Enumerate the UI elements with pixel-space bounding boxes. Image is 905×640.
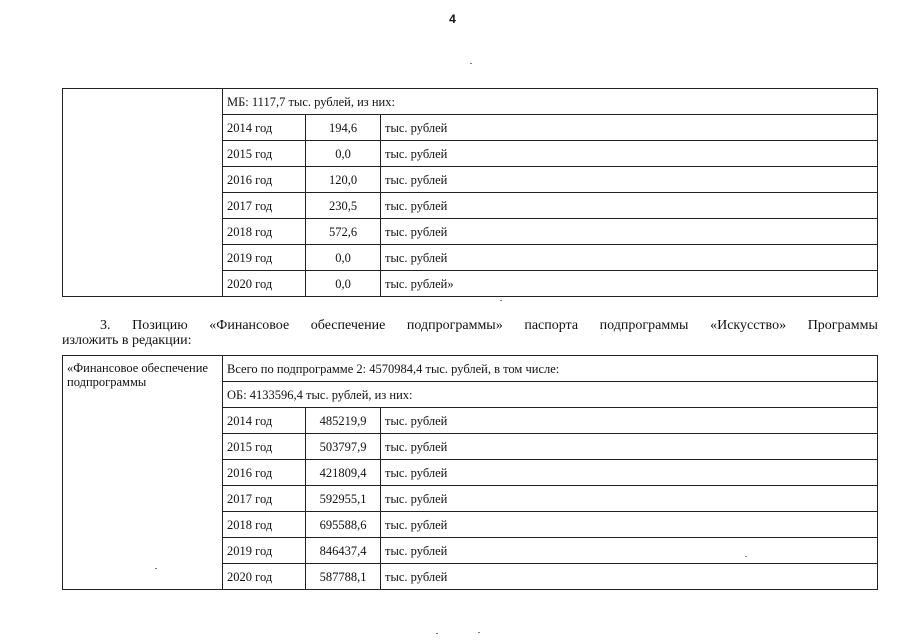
paragraph-word: Программы (807, 318, 878, 333)
paragraph-line-2: изложить в редакции: (62, 333, 192, 348)
paragraph-word: Позицию (132, 318, 188, 333)
year-cell: 2015 год (223, 434, 306, 460)
year-cell: 2017 год (223, 486, 306, 512)
value-cell: 421809,4 (306, 460, 381, 486)
value-cell: 695588,6 (306, 512, 381, 538)
funding-table-mb-body (63, 89, 878, 297)
year-cell: 2016 год (223, 167, 306, 193)
year-cell: 2015 год (223, 141, 306, 167)
year-cell: 2018 год (223, 512, 306, 538)
value-cell: 0,0 (306, 141, 381, 167)
table-row (63, 89, 878, 115)
value-cell: 0,0 (306, 245, 381, 271)
unit-cell: тыс. рублей (381, 141, 878, 167)
value-cell: 485219,9 (306, 408, 381, 434)
funding-table-subprogram-body (63, 356, 878, 590)
paragraph-word: «Финансовое (209, 318, 290, 333)
value-cell: 587788,1 (306, 564, 381, 590)
unit-cell: тыс. рублей (381, 115, 878, 141)
empty-label-cell (63, 89, 223, 297)
unit-cell: тыс. рублей (381, 219, 878, 245)
scan-speck (436, 633, 438, 634)
value-cell: 846437,4 (306, 538, 381, 564)
unit-cell: тыс. рублей (381, 434, 878, 460)
year-cell: 2014 год (223, 408, 306, 434)
value-cell: 592955,1 (306, 486, 381, 512)
scan-speck (478, 632, 480, 633)
paragraph-line-1 (62, 318, 878, 333)
scan-speck (155, 568, 157, 569)
unit-cell: тыс. рублей (381, 486, 878, 512)
scan-speck (500, 300, 502, 301)
paragraph-word: подпрограммы» (406, 318, 503, 333)
table-row (63, 356, 878, 382)
paragraph-word: «Искусство» (710, 318, 787, 333)
value-cell: 0,0 (306, 271, 381, 297)
mb-total-cell: МБ: 1117,7 тыс. рублей, из них: (223, 89, 878, 115)
year-cell: 2019 год (223, 538, 306, 564)
unit-cell: тыс. рублей (381, 408, 878, 434)
year-cell: 2018 год (223, 219, 306, 245)
unit-cell: тыс. рублей (381, 167, 878, 193)
paragraph-word: паспорта (524, 318, 579, 333)
value-cell: 230,5 (306, 193, 381, 219)
page-number: 4 (449, 12, 456, 26)
funding-table-subprogram (62, 355, 878, 590)
value-cell: 120,0 (306, 167, 381, 193)
unit-cell: тыс. рублей (381, 193, 878, 219)
ob-total-cell: ОБ: 4133596,4 тыс. рублей, из них: (223, 382, 878, 408)
unit-cell: тыс. рублей (381, 245, 878, 271)
paragraph-word: обеспечение (310, 318, 386, 333)
year-cell: 2016 год (223, 460, 306, 486)
unit-cell: тыс. рублей (381, 512, 878, 538)
unit-cell: тыс. рублей (381, 538, 878, 564)
year-cell: 2020 год (223, 271, 306, 297)
paragraph-word: подпрограммы (599, 318, 689, 333)
value-cell: 194,6 (306, 115, 381, 141)
unit-cell: тыс. рублей» (381, 271, 878, 297)
scan-speck (745, 556, 747, 557)
year-cell: 2017 год (223, 193, 306, 219)
amendment-paragraph (62, 318, 878, 348)
subprogram-total-cell: Всего по подпрограмме 2: 4570984,4 тыс. рублей, в том числе: (223, 356, 878, 382)
funding-label-cell: «Финансовое обеспечение подпрограммы (63, 356, 223, 590)
value-cell: 572,6 (306, 219, 381, 245)
paragraph-word: 3. (100, 318, 111, 333)
unit-cell: тыс. рублей (381, 564, 878, 590)
year-cell: 2020 год (223, 564, 306, 590)
year-cell: 2019 год (223, 245, 306, 271)
value-cell: 503797,9 (306, 434, 381, 460)
year-cell: 2014 год (223, 115, 306, 141)
funding-table-mb (62, 88, 878, 297)
unit-cell: тыс. рублей (381, 460, 878, 486)
scan-speck (470, 63, 472, 64)
